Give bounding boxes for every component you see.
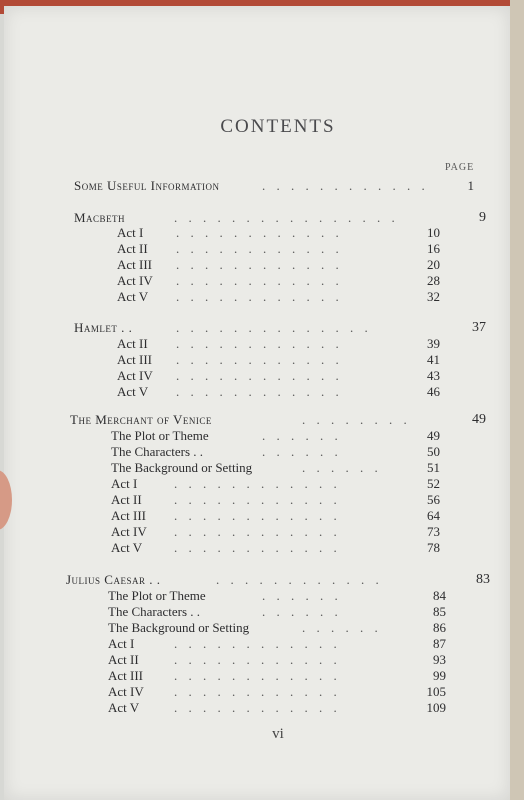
toc-subentry-label: Act V — [117, 384, 149, 399]
toc-dot-leader: . . . . . . . . . . . . — [262, 178, 429, 193]
toc-page-number: 73 — [427, 524, 440, 539]
toc-dot-leader: . . . . . . . . . . . . — [174, 636, 341, 651]
toc-subentry-label: Act III — [108, 668, 144, 683]
toc-subentry — [4, 476, 510, 492]
toc-dot-leader: . . . . . . . . . . . . . . . . — [174, 210, 399, 225]
toc-subentry — [4, 636, 510, 652]
toc-subentry-label: Act IV — [108, 684, 144, 699]
page-folio-number: vi — [272, 726, 284, 742]
toc-subentry-label: Act II — [111, 492, 142, 507]
toc-entry-label: The Merchant of Venice — [70, 412, 212, 427]
toc-subentry-label: Act III — [117, 352, 153, 367]
toc-dot-leader: . . . . . . . . . . . . — [176, 225, 343, 240]
toc-page-number: 49 — [427, 428, 440, 443]
toc-dot-leader: . . . . . . . . . . . . — [174, 476, 341, 491]
toc-dot-leader: . . . . . . — [302, 460, 382, 475]
toc-subentry — [4, 524, 510, 540]
toc-subentry — [4, 668, 510, 684]
toc-page-number: 1 — [467, 178, 474, 193]
toc-subentry-label: Act IV — [117, 273, 153, 288]
toc-page-number: 20 — [427, 257, 440, 272]
toc-subentry — [4, 352, 510, 368]
toc-dot-leader: . . . . . . . . . . . . — [174, 684, 341, 699]
toc-dot-leader: . . . . . . — [262, 428, 342, 443]
toc-dot-leader: . . . . . . . . — [302, 412, 411, 427]
toc-page-number: 87 — [433, 636, 446, 651]
toc-page-number: 28 — [427, 273, 440, 288]
toc-dot-leader: . . . . . . . . . . . . — [176, 273, 343, 288]
toc-entry-useful-information — [4, 178, 510, 194]
toc-subentry — [4, 604, 510, 620]
toc-entry-label: Julius Caesar . . — [66, 572, 161, 587]
toc-page-number: 49 — [472, 412, 486, 427]
toc-subentry-label: Act V — [108, 700, 140, 715]
toc-entry-label: Macbeth — [74, 210, 126, 225]
toc-page-number: 10 — [427, 225, 440, 240]
toc-subentry-label: Act I — [117, 225, 144, 240]
toc-subentry — [4, 620, 510, 636]
toc-subentry-label: The Characters . . — [111, 444, 204, 459]
toc-page-number: 46 — [427, 384, 440, 399]
toc-subentry — [4, 492, 510, 508]
toc-page-number: 51 — [427, 460, 440, 475]
toc-dot-leader: . . . . . . — [262, 588, 342, 603]
toc-entry-merchant-of-venice — [4, 412, 510, 428]
toc-dot-leader: . . . . . . . . . . . . — [174, 492, 341, 507]
book-page — [4, 6, 510, 800]
toc-entry-hamlet — [4, 320, 510, 336]
toc-page-number: 39 — [427, 336, 440, 351]
toc-subentry — [4, 336, 510, 352]
toc-page-number: 41 — [427, 352, 440, 367]
toc-subentry-label: Act IV — [117, 368, 153, 383]
toc-subentry-label: Act II — [108, 652, 139, 667]
toc-subentry-label: Act IV — [111, 524, 147, 539]
toc-subentry-label: Act III — [111, 508, 147, 523]
page-title: CONTENTS — [220, 116, 336, 137]
toc-subentry-label: Act I — [111, 476, 138, 491]
toc-dot-leader: . . . . . . . . . . . . — [176, 368, 343, 383]
toc-subentry-label: The Characters . . — [108, 604, 201, 619]
toc-dot-leader: . . . . . . . . . . . . — [174, 540, 341, 555]
toc-page-number: 37 — [472, 320, 486, 335]
toc-subentry — [4, 684, 510, 700]
toc-page-number: 93 — [433, 652, 446, 667]
toc-dot-leader: . . . . . . . . . . . . — [174, 652, 341, 667]
toc-subentry — [4, 652, 510, 668]
toc-subentry — [4, 460, 510, 476]
toc-page-number: 78 — [427, 540, 440, 555]
toc-dot-leader: . . . . . . . . . . . . — [176, 384, 343, 399]
toc-dot-leader: . . . . . . . . . . . . — [176, 257, 343, 272]
toc-page-number: 16 — [427, 241, 440, 256]
toc-page-number: 9 — [479, 210, 486, 225]
toc-page-number: 84 — [433, 588, 446, 603]
toc-subentry — [4, 444, 510, 460]
toc-dot-leader: . . . . . . — [262, 604, 342, 619]
toc-subentry — [4, 225, 510, 241]
toc-dot-leader: . . . . . . . . . . . . — [174, 508, 341, 523]
toc-subentry-label: Act V — [111, 540, 143, 555]
toc-subentry — [4, 289, 510, 305]
page-column-heading: PAGE — [445, 162, 475, 173]
toc-subentry — [4, 540, 510, 556]
toc-dot-leader: . . . . . . . . . . . . — [176, 352, 343, 367]
toc-subentry-label: Act I — [108, 636, 135, 651]
toc-dot-leader: . . . . . . — [262, 444, 342, 459]
toc-subentry — [4, 257, 510, 273]
toc-entry-label: Some Useful Information — [74, 178, 220, 193]
toc-page-number: 99 — [433, 668, 446, 683]
toc-subentry — [4, 368, 510, 384]
toc-page-number: 43 — [427, 368, 440, 383]
toc-page-number: 56 — [427, 492, 440, 507]
toc-subentry-label: The Background or Setting — [108, 620, 250, 635]
toc-subentry — [4, 273, 510, 289]
toc-entry-julius-caesar — [4, 572, 510, 588]
toc-page-number: 86 — [433, 620, 446, 635]
toc-subentry-label: The Plot or Theme — [111, 428, 209, 443]
toc-subentry-label: Act II — [117, 336, 148, 351]
toc-page-number: 105 — [426, 684, 446, 699]
toc-subentry-label: The Background or Setting — [111, 460, 253, 475]
toc-dot-leader: . . . . . . . . . . . . — [174, 668, 341, 683]
toc-page-number: 83 — [476, 572, 490, 587]
toc-page-number: 64 — [427, 508, 440, 523]
toc-page-number: 50 — [427, 444, 440, 459]
toc-entry-label: Hamlet . . — [74, 320, 133, 335]
toc-page-number: 85 — [433, 604, 446, 619]
toc-dot-leader: . . . . . . . . . . . . — [216, 572, 383, 587]
toc-subentry — [4, 588, 510, 604]
toc-dot-leader: . . . . . . . . . . . . — [176, 336, 343, 351]
toc-page-number: 109 — [426, 700, 446, 715]
toc-dot-leader: . . . . . . . . . . . . — [176, 241, 343, 256]
toc-subentry — [4, 700, 510, 716]
toc-dot-leader: . . . . . . . . . . . . — [174, 700, 341, 715]
toc-dot-leader: . . . . . . — [302, 620, 382, 635]
toc-subentry-label: Act V — [117, 289, 149, 304]
toc-subentry — [4, 384, 510, 400]
toc-page-number: 52 — [427, 476, 440, 491]
toc-page-number: 32 — [427, 289, 440, 304]
toc-dot-leader: . . . . . . . . . . . . . . — [176, 320, 372, 335]
toc-subentry — [4, 428, 510, 444]
toc-subentry — [4, 241, 510, 257]
toc-entry-macbeth — [4, 210, 510, 226]
toc-subentry-label: Act II — [117, 241, 148, 256]
toc-subentry-label: Act III — [117, 257, 153, 272]
toc-dot-leader: . . . . . . . . . . . . — [176, 289, 343, 304]
toc-subentry-label: The Plot or Theme — [108, 588, 206, 603]
toc-subentry — [4, 508, 510, 524]
toc-dot-leader: . . . . . . . . . . . . — [174, 524, 341, 539]
